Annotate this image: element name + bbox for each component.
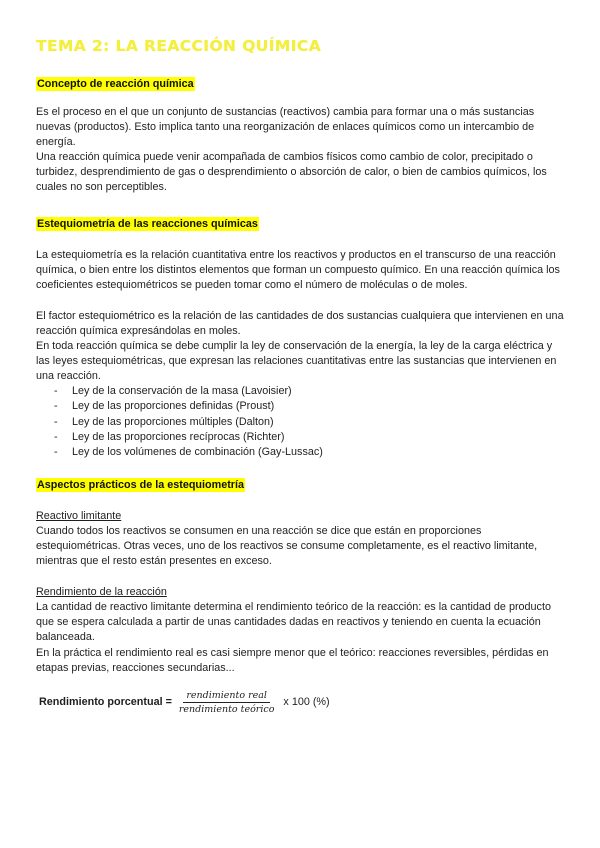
paragraph: La estequiometría es la relación cuantitativa entre los reactivos y productos en el transcurso de una reacción química, o bien entre los distintos elementos que forman un compuesto químico. En una reacción química los coeficientes estequiométricos se pueden tomar como el número de moléculas o de moles. — [36, 248, 560, 291]
formula-numerator: rendimiento real — [183, 690, 270, 703]
paragraph: La cantidad de reactivo limitante determina el rendimiento teórico de la reacción: es la cantidad de producto que se espera calculada a partir de unas cantidades dadas en reactivos y teniendo en cuenta la ecuación balanceada. — [36, 601, 551, 644]
list-item: - Ley de las proporciones recíprocas (Richter) — [36, 430, 564, 445]
document-title: TEMA 2: LA REACCIÓN QUÍMICA — [36, 37, 322, 55]
formula-fraction — [176, 690, 278, 715]
paragraph: Cuando todos los reactivos se consumen en una reacción se dice que están en proporciones estequiométricas. Otras veces, uno de los reactivos se consume completamente, es el reactivo limitante, mientras que el resto están presentes en exceso. — [36, 524, 538, 568]
yield-formula — [39, 690, 564, 715]
paragraph: El factor estequiométrico es la relación de las cantidades de dos sustancias cualquiera que intervienen en una reacción química expresándolas en moles. — [36, 309, 564, 337]
list-item: - Ley de los volúmenes de combinación (Gay-Lussac) — [36, 445, 564, 460]
list-item: - Ley de las proporciones definidas (Proust) — [36, 399, 564, 414]
laws-list — [36, 384, 564, 459]
section-heading-aspectos: Aspectos prácticos de la estequiometría — [37, 478, 245, 491]
formula-label: Rendimiento porcentual = — [39, 696, 172, 709]
section-heading-estequiometria: Estequiometría de las reacciones químicas — [37, 217, 258, 230]
list-item: - Ley de las proporciones múltiples (Dalton) — [36, 415, 564, 430]
paragraph: Es el proceso en el que un conjunto de sustancias (reactivos) cambia para formar una o más sustancias nuevas (productos). Esto implica tanto una reorganización de enlaces químicos como un intercambio de energía. — [36, 106, 535, 149]
document-page — [36, 36, 564, 715]
formula-multiplier: x 100 (%) — [283, 696, 330, 709]
formula-denominator: rendimiento teórico — [178, 703, 275, 715]
paragraph: En la práctica el rendimiento real es casi siempre menor que el teórico: reacciones reversibles, pérdidas en etapas previas, reacciones secundarias... — [36, 646, 549, 674]
subheading-rendimiento: Rendimiento de la reacción — [36, 586, 167, 599]
paragraph: Una reacción química puede venir acompañada de cambios físicos como cambio de color, precipitado o turbidez, desprendimiento de gas o desprendimiento o absorción de calor, o bien de cambios químicos, los cuales no son perceptibles. — [36, 151, 547, 194]
section-heading-concepto: Concepto de reacción química — [37, 78, 194, 90]
subheading-reactivo-limitante: Reactivo limitante — [36, 509, 122, 522]
paragraph: En toda reacción química se debe cumplir la ley de conservación de la energía, la ley de la carga eléctrica y las leyes estequiométricas, que expresan las relaciones cuantitativas entre las sustancias que intervienen en una reacción. — [36, 340, 557, 383]
list-item: - Ley de la conservación de la masa (Lavoisier) — [36, 384, 564, 399]
